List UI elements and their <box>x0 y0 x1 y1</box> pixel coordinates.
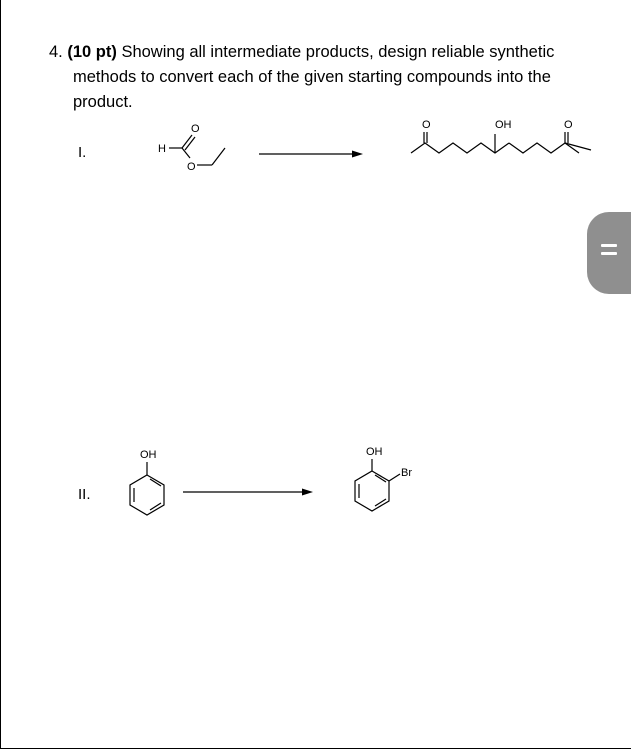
part-1-label: I. <box>78 144 87 161</box>
part-1-reaction-arrow <box>259 151 363 158</box>
atom-oh: OH <box>140 449 157 461</box>
atom-h: H <box>158 143 166 155</box>
question-text-line1: Showing all intermediate products, design reliable synthetic <box>121 43 555 61</box>
question-text-line2: methods to convert each of the given starting compounds into the <box>73 68 551 86</box>
drag-handle-icon-line <box>601 252 617 255</box>
atom-right-carbonyl-o: O <box>564 119 573 131</box>
reaction-schemes <box>1 0 633 752</box>
atom-br: Br <box>401 467 412 479</box>
atom-ester-o: O <box>187 161 196 173</box>
atom-oh: OH <box>366 446 383 458</box>
atom-carbonyl-o: O <box>191 123 200 135</box>
question-points: (10 pt) <box>67 43 117 61</box>
part-2-label: II. <box>78 486 91 503</box>
part-2-starting-material <box>130 449 164 515</box>
part-1-starting-material <box>158 123 225 173</box>
scroll-handle[interactable] <box>587 212 631 294</box>
drag-handle-icon <box>601 244 617 247</box>
question-text-line3: product. <box>73 93 133 111</box>
question-number: 4. <box>49 43 63 61</box>
atom-left-carbonyl-o: O <box>422 119 431 131</box>
part-2-reaction-arrow <box>183 489 313 496</box>
atom-hydroxyl: OH <box>495 119 512 131</box>
part-1-product <box>411 119 591 153</box>
part-2-product <box>355 446 412 511</box>
